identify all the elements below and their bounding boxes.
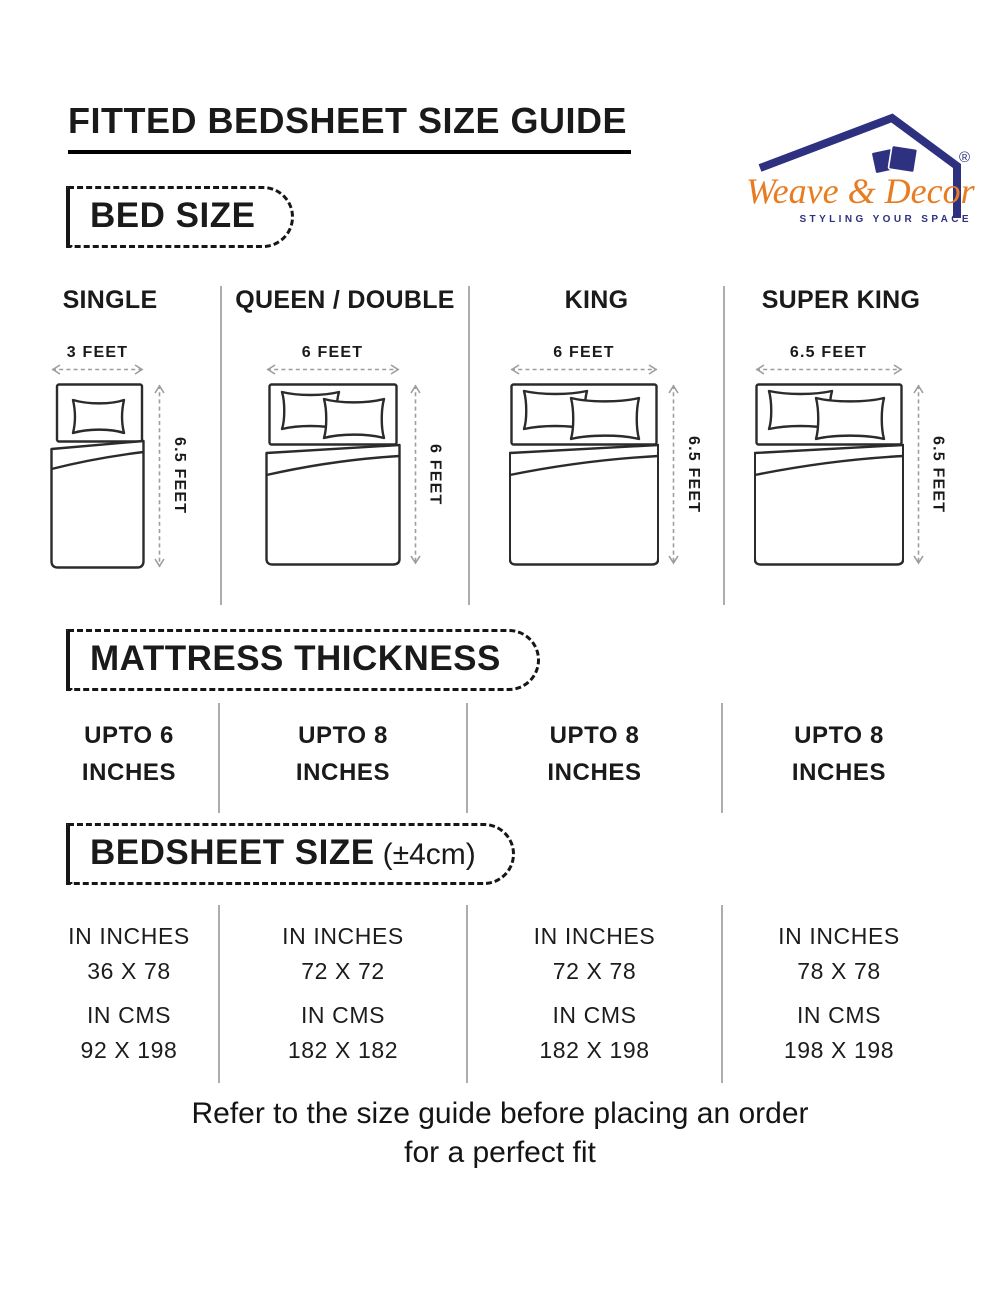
section-header-mattress-thickness <box>66 629 540 691</box>
mattress-cell-super-king <box>723 703 955 813</box>
mattress-cell-king <box>468 703 723 813</box>
width-dimension-label: 3 FEET <box>66 344 129 361</box>
cms-label: IN CMS <box>552 1002 637 1029</box>
cms-value: 182 X 182 <box>287 1036 399 1063</box>
bed-diagram-king <box>470 344 723 566</box>
mattress-thickness-grid <box>40 703 1000 813</box>
width-arrow <box>754 363 904 376</box>
inches-label: IN INCHES <box>68 923 190 950</box>
inches-label: IN INCHES <box>778 923 900 950</box>
bed-size-grid <box>0 286 1000 605</box>
height-dimension-label: 6 FEET <box>426 443 444 506</box>
bedsheet-tolerance-label: (±4cm) <box>382 838 476 872</box>
inches-value: 72 X 78 <box>552 957 637 984</box>
cms-value: 92 X 198 <box>80 1036 178 1063</box>
inches-value: 36 X 78 <box>87 957 171 984</box>
footer-note <box>0 1095 1000 1172</box>
bed-diagram-queen <box>222 344 468 566</box>
mattress-value-line2: INCHES <box>791 759 887 787</box>
cms-label: IN CMS <box>796 1002 882 1029</box>
bedsheet-size-label: BEDSHEET SIZE <box>90 833 375 873</box>
mattress-cell-single <box>40 703 220 813</box>
height-dimension-label: 6.5 FEET <box>171 437 188 515</box>
width-dimension-label: 6 FEET <box>301 344 364 361</box>
bedsheet-size-grid <box>40 905 1000 1083</box>
inches-label: IN INCHES <box>282 923 404 950</box>
footer-line2: for a perfect fit <box>404 1135 596 1169</box>
bed-type-label: SUPER KING <box>761 286 921 314</box>
bed-column-super-king <box>725 286 957 605</box>
height-arrow <box>409 383 422 566</box>
double-bed-icon <box>265 383 401 566</box>
bedsheet-cell-king <box>468 905 723 1083</box>
brand-tagline: STYLING YOUR SPACE <box>799 214 972 225</box>
bedsheet-cell-single <box>40 905 220 1083</box>
cms-label: IN CMS <box>86 1002 172 1029</box>
inches-label: IN INCHES <box>533 923 656 950</box>
height-arrow <box>153 383 166 569</box>
bed-column-king <box>470 286 725 605</box>
width-dimension-label: 6 FEET <box>553 344 615 361</box>
height-arrow <box>912 383 925 566</box>
bed-column-single <box>0 286 222 605</box>
height-dimension-label: 6.5 FEET <box>685 435 702 514</box>
bed-column-queen <box>222 286 470 605</box>
mattress-cell-queen <box>220 703 468 813</box>
width-dimension-label: 6.5 FEET <box>789 344 868 361</box>
bedsheet-cell-queen <box>220 905 468 1083</box>
single-bed-icon <box>50 383 145 569</box>
mattress-value-line1: UPTO 8 <box>549 722 640 749</box>
bed-type-label: QUEEN / DOUBLE <box>235 286 455 314</box>
cms-value: 198 X 198 <box>783 1036 895 1063</box>
height-arrow <box>667 383 680 566</box>
width-arrow <box>50 363 145 376</box>
mattress-value-line1: UPTO 8 <box>298 722 388 749</box>
section-header-bed-size <box>66 186 294 248</box>
width-arrow <box>265 363 401 376</box>
width-arrow <box>509 363 659 376</box>
mattress-value-line1: UPTO 8 <box>794 722 884 749</box>
bed-type-label: SINGLE <box>62 286 158 314</box>
height-dimension-label: 6.5 FEET <box>929 435 947 514</box>
brand-name: Weave & Decor <box>746 171 975 211</box>
cms-label: IN CMS <box>300 1002 386 1029</box>
registered-mark: ® <box>959 149 971 166</box>
bedsheet-cell-super-king <box>723 905 955 1083</box>
bed-diagram-single <box>0 344 220 569</box>
mattress-thickness-label: MATTRESS THICKNESS <box>90 639 501 678</box>
section-header-bedsheet-size <box>66 823 515 885</box>
bed-type-label: KING <box>564 286 629 314</box>
cms-value: 182 X 198 <box>539 1036 650 1063</box>
inches-value: 78 X 78 <box>797 957 881 984</box>
double-bed-icon <box>509 383 659 566</box>
page-title: FITTED BEDSHEET SIZE GUIDE <box>68 100 631 154</box>
mattress-value-line1: UPTO 6 <box>84 722 174 749</box>
mattress-value-line2: INCHES <box>547 759 642 787</box>
bed-diagram-super-king <box>725 344 957 566</box>
double-bed-icon <box>754 383 904 566</box>
brand-logo <box>744 110 980 240</box>
footer-line1: Refer to the size guide before placing an order <box>191 1097 809 1131</box>
mattress-value-line2: INCHES <box>295 759 391 787</box>
bed-size-label: BED SIZE <box>90 196 256 235</box>
inches-value: 72 X 72 <box>301 957 385 984</box>
mattress-value-line2: INCHES <box>81 759 177 787</box>
